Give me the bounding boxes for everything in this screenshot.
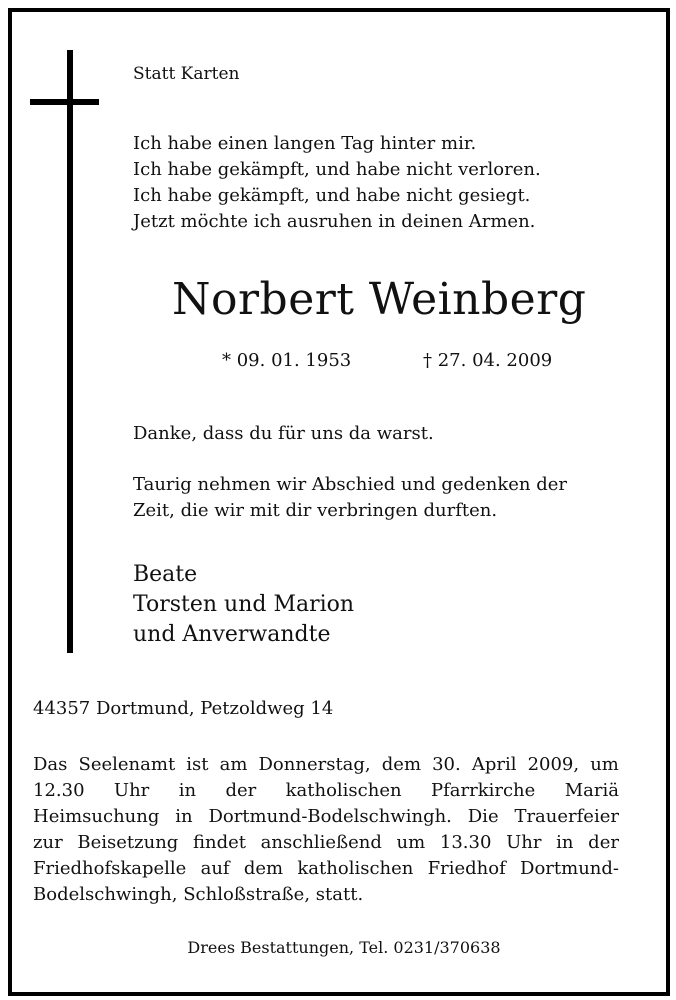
family-line: Beate bbox=[133, 562, 198, 587]
funeral-word: Bodelschwingh, Schloßstraße, statt. bbox=[33, 884, 364, 905]
funeral-word: am bbox=[219, 754, 248, 775]
funeral-word: in bbox=[175, 806, 193, 827]
poem-line: Ich habe einen langen Tag hinter mir. bbox=[133, 133, 477, 154]
funeral-word: katholischen bbox=[297, 858, 414, 879]
funeral-word: Dortmund-Bodelschwingh. bbox=[208, 806, 452, 827]
funeral-word: Trauerfeier bbox=[514, 806, 619, 827]
funeral-details bbox=[33, 752, 619, 908]
deceased-name: Norbert Weinberg bbox=[172, 274, 587, 325]
funeral-line bbox=[33, 752, 619, 778]
funeral-word: in bbox=[556, 832, 574, 853]
funeral-word: anschließend bbox=[260, 832, 382, 853]
thanks-line: Danke, dass du für uns da warst. bbox=[133, 423, 434, 444]
funeral-word: um bbox=[396, 832, 426, 853]
funeral-word: auf bbox=[200, 858, 230, 879]
funeral-word: Dortmund- bbox=[520, 858, 619, 879]
funeral-word: der bbox=[588, 832, 619, 853]
funeral-word: dem bbox=[243, 858, 284, 879]
funeral-word: der bbox=[225, 780, 257, 801]
funeral-word: Das bbox=[33, 754, 68, 775]
undertaker-footer: Drees Bestattungen, Tel. 0231/370638 bbox=[187, 938, 501, 957]
funeral-word: Beisetzung bbox=[77, 832, 179, 853]
funeral-word: 13.30 bbox=[439, 832, 492, 853]
funeral-word: Uhr bbox=[113, 780, 150, 801]
funeral-word: um bbox=[590, 754, 619, 775]
funeral-word: Heimsuchung bbox=[33, 806, 160, 827]
funeral-word: April bbox=[471, 754, 517, 775]
funeral-line bbox=[33, 830, 619, 856]
poem-line: Ich habe gekämpft, und habe nicht gesiegt. bbox=[133, 185, 531, 206]
funeral-word: Pfarrkirche bbox=[430, 780, 536, 801]
funeral-word: 30. bbox=[432, 754, 461, 775]
poem bbox=[133, 131, 541, 235]
funeral-word: in bbox=[178, 780, 197, 801]
funeral-word: zur bbox=[33, 832, 63, 853]
family-line: Torsten und Marion bbox=[133, 592, 355, 617]
funeral-word: Donnerstag, bbox=[258, 754, 371, 775]
farewell-line: Taurig nehmen wir Abschied und gedenken der bbox=[133, 474, 568, 495]
cross-icon-bar bbox=[30, 99, 99, 105]
funeral-word: Die bbox=[467, 806, 499, 827]
poem-line: Jetzt möchte ich ausruhen in deinen Armen. bbox=[133, 211, 536, 232]
funeral-word: findet bbox=[192, 832, 246, 853]
poem-line: Ich habe gekämpft, und habe nicht verloren. bbox=[133, 159, 541, 180]
statt-karten-label: Statt Karten bbox=[133, 64, 240, 84]
cross-icon bbox=[67, 50, 73, 653]
funeral-word: dem bbox=[381, 754, 422, 775]
funeral-word: Mariä bbox=[564, 780, 619, 801]
family-signature bbox=[133, 560, 354, 650]
funeral-line bbox=[33, 882, 619, 908]
funeral-line bbox=[33, 778, 619, 804]
address: 44357 Dortmund, Petzoldweg 14 bbox=[33, 698, 334, 719]
birth-date: * 09. 01. 1953 bbox=[222, 350, 352, 371]
death-date: † 27. 04. 2009 bbox=[423, 350, 553, 371]
funeral-word: Uhr bbox=[506, 832, 542, 853]
funeral-word: Friedhof bbox=[427, 858, 506, 879]
funeral-word: Friedhofskapelle bbox=[33, 858, 187, 879]
funeral-word: 2009, bbox=[527, 754, 580, 775]
family-line: und Anverwandte bbox=[133, 622, 331, 647]
funeral-word: ist bbox=[186, 754, 209, 775]
farewell-text bbox=[133, 472, 567, 524]
funeral-word: katholischen bbox=[285, 780, 402, 801]
farewell-line: Zeit, die wir mit dir verbringen durften. bbox=[133, 500, 498, 521]
funeral-word: Seelenamt bbox=[78, 754, 176, 775]
funeral-line bbox=[33, 804, 619, 830]
funeral-word: 12.30 bbox=[33, 780, 85, 801]
funeral-line bbox=[33, 856, 619, 882]
